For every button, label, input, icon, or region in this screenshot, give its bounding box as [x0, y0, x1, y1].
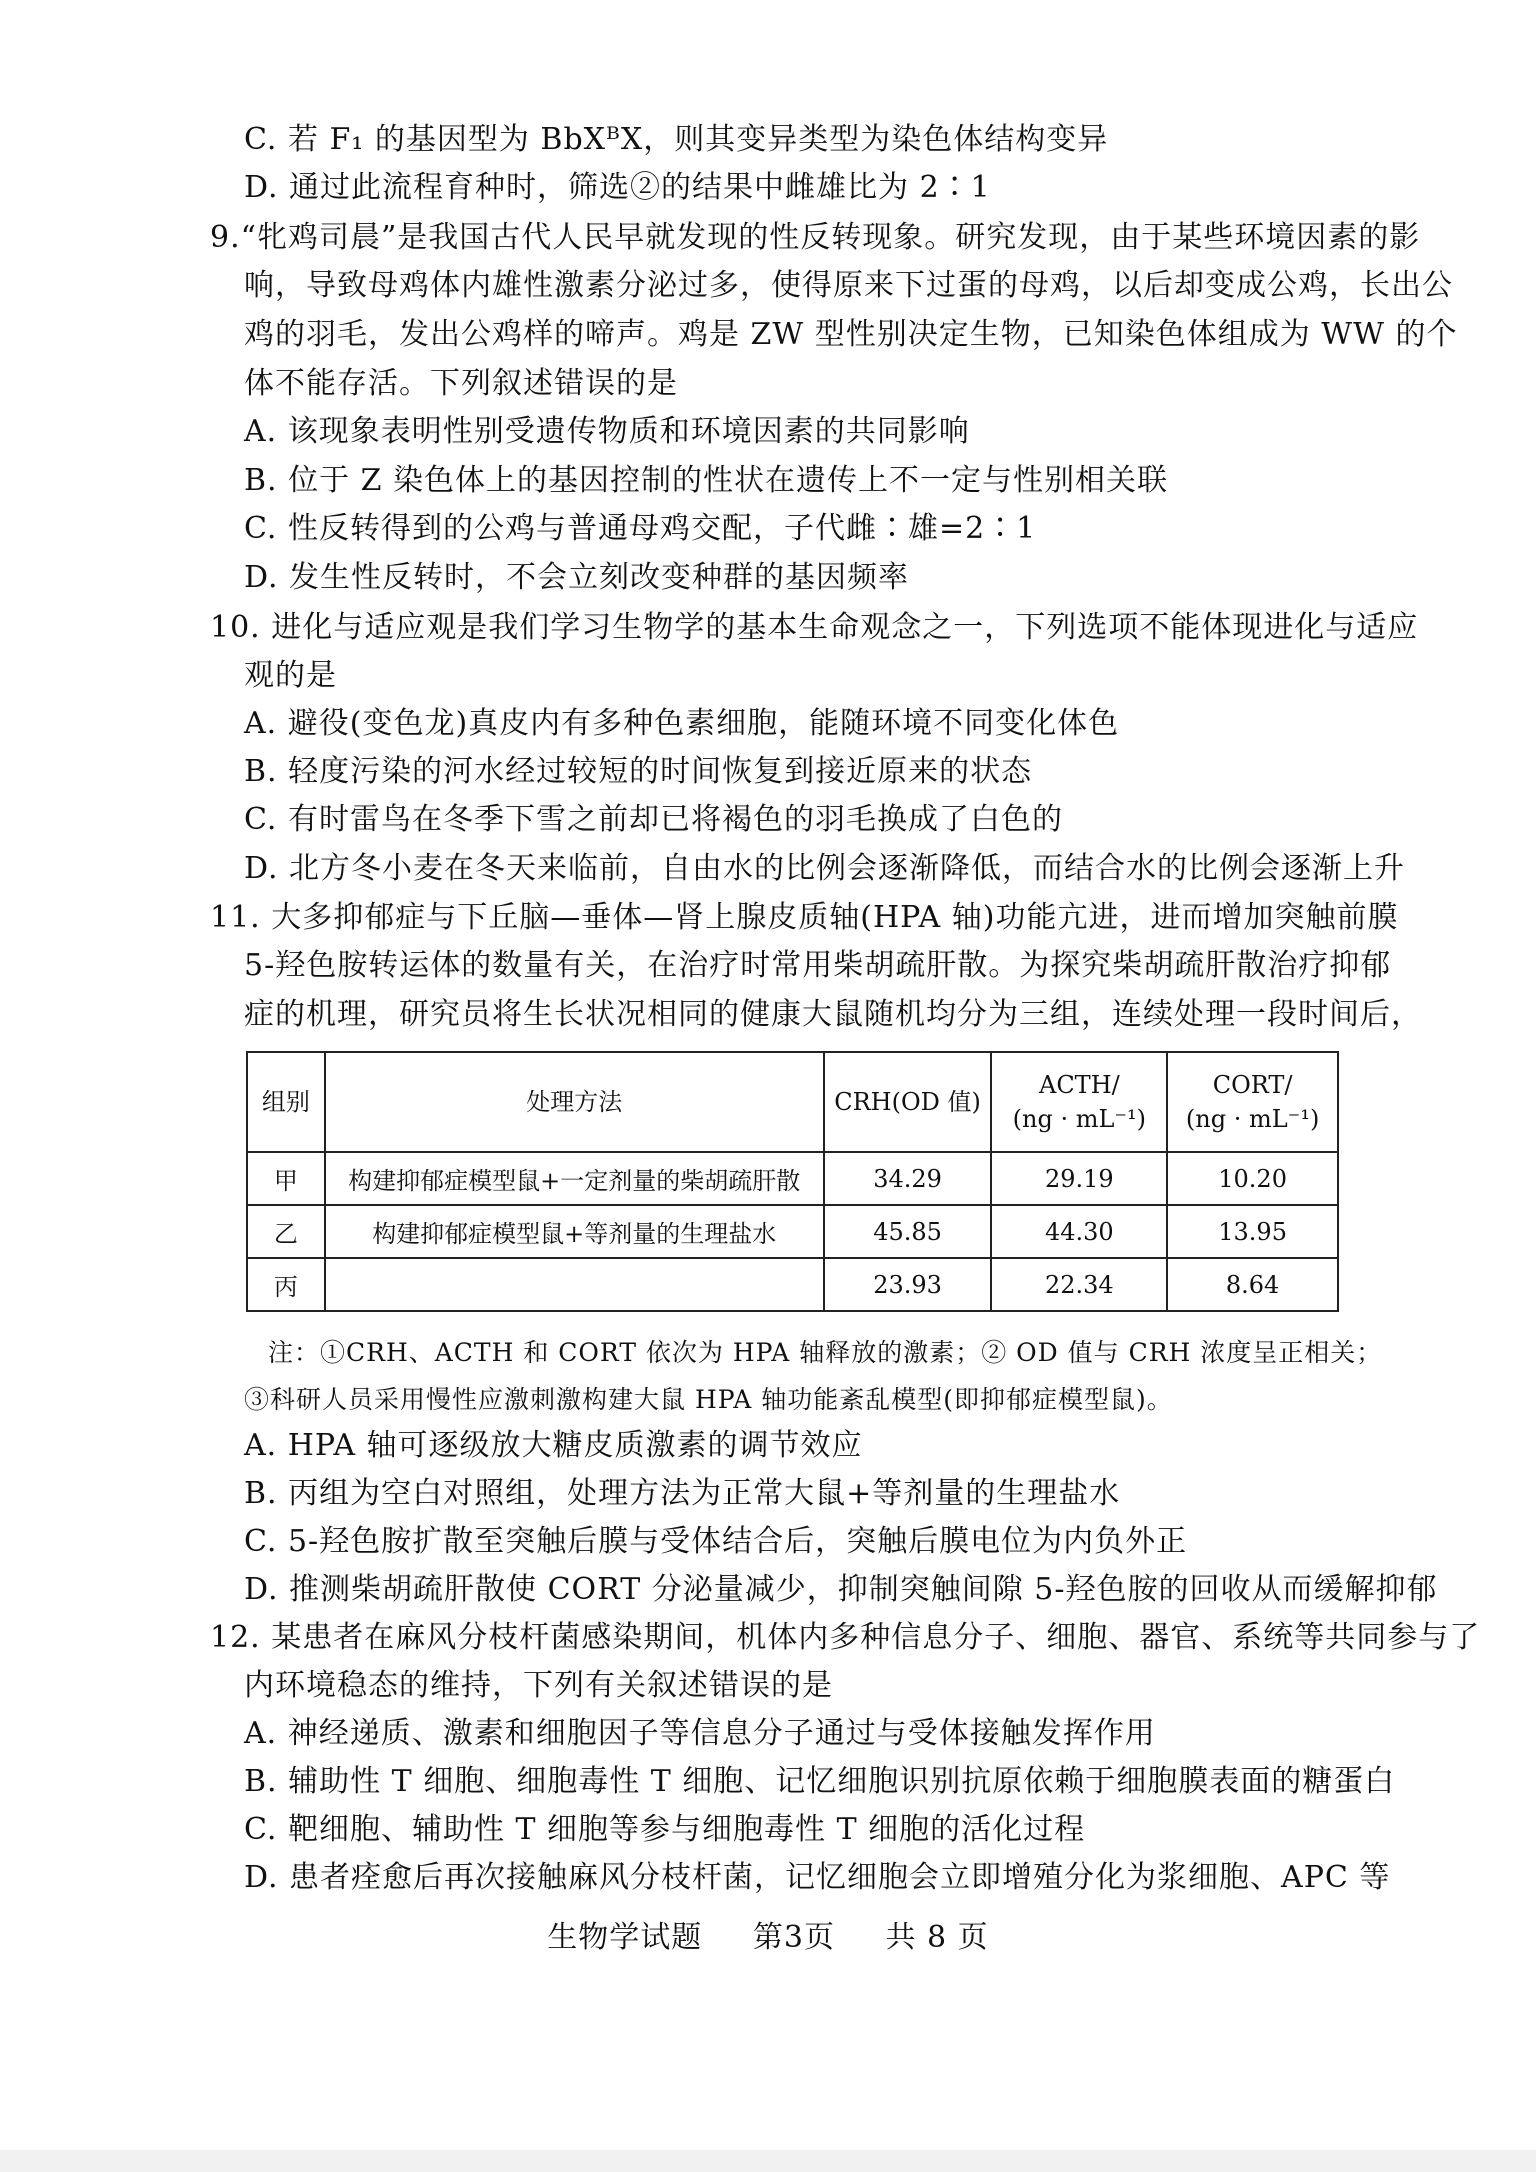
- q9-stem-3: 鸡的羽毛，发出公鸡样的啼声。鸡是 ZW 型性别决定生物，已知染色体组成为 WW 的个: [244, 317, 1458, 352]
- table-row: [247, 1258, 1338, 1311]
- table-cell: 构建抑郁症模型鼠+一定剂量的柴胡疏肝散: [325, 1152, 824, 1205]
- footer-subject: 生物学试题: [547, 1920, 703, 1955]
- table-note-1: 注：①CRH、ACTH 和 CORT 依次为 HPA 轴释放的激素；② OD 值与 CRH 浓度呈正相关；: [268, 1338, 1383, 1367]
- q9-option-b: B. 位于 Z 染色体上的基因控制的性状在遗传上不一定与性别相关联: [244, 463, 1169, 498]
- table-cell: 乙: [247, 1205, 325, 1258]
- q11-stem-1: 11. 大多抑郁症与下丘脑—垂体—肾上腺皮质轴(HPA 轴)功能亢进，进而增加突触前膜: [210, 900, 1399, 935]
- q12-stem-1: 12. 某患者在麻风分枝杆菌感染期间，机体内多种信息分子、细胞、器官、系统等共同参与了: [210, 1620, 1481, 1655]
- table-cell: 45.85: [824, 1205, 992, 1258]
- q8-option-c: C. 若 F₁ 的基因型为 BbXᴮX，则其变异类型为染色体结构变异: [244, 122, 1109, 157]
- q9-option-a: A. 该现象表明性别受遗传物质和环境因素的共同影响: [244, 414, 970, 449]
- table-cell: [325, 1258, 824, 1311]
- table-cell: 构建抑郁症模型鼠+等剂量的生理盐水: [325, 1205, 824, 1258]
- header-group: 组别: [247, 1052, 325, 1152]
- q11-stem-3: 症的机理，研究员将生长状况相同的健康大鼠随机均分为三组，连续处理一段时间后，: [244, 997, 1422, 1032]
- table-note-2: ③科研人员采用慢性应激刺激构建大鼠 HPA 轴功能紊乱模型(即抑郁症模型鼠)。: [244, 1385, 1173, 1414]
- q11-option-b: B. 丙组为空白对照组，处理方法为正常大鼠+等剂量的生理盐水: [244, 1476, 1121, 1511]
- header-acth-name: ACTH/: [1038, 1071, 1120, 1099]
- q11-option-d: D. 推测柴胡疏肝散使 CORT 分泌量减少，抑制突触间隙 5-羟色胺的回收从而缓解抑郁: [244, 1572, 1438, 1607]
- table-header-row: [247, 1052, 1338, 1152]
- header-cort-name: CORT/: [1212, 1071, 1293, 1099]
- footer-total-pages: 共 8 页: [885, 1920, 989, 1955]
- table-row: [247, 1205, 1338, 1258]
- page-footer: [0, 1918, 1536, 1958]
- footer-page-number: 第3页: [752, 1920, 835, 1955]
- q8-option-d: D. 通过此流程育种时，筛选②的结果中雌雄比为 2∶1: [244, 170, 991, 205]
- table-cell: 44.30: [991, 1205, 1167, 1258]
- q12-stem-2: 内环境稳态的维持，下列有关叙述错误的是: [244, 1668, 833, 1703]
- q10-option-c: C. 有时雷鸟在冬季下雪之前却已将褐色的羽毛换成了白色的: [244, 802, 1063, 837]
- table-row: [247, 1152, 1338, 1205]
- q10-stem-2: 观的是: [244, 658, 337, 693]
- header-cort: [1167, 1052, 1338, 1152]
- q9-stem-1: 9.“牝鸡司晨”是我国古代人民早就发现的性反转现象。研究发现，由于某些环境因素的影: [210, 220, 1421, 255]
- header-treatment: 处理方法: [325, 1052, 824, 1152]
- q9-stem-2: 响，导致母鸡体内雄性激素分泌过多，使得原来下过蛋的母鸡，以后却变成公鸡，长出公: [244, 268, 1453, 303]
- table-cell: 13.95: [1167, 1205, 1338, 1258]
- q11-stem-2: 5-羟色胺转运体的数量有关，在治疗时常用柴胡疏肝散。为探究柴胡疏肝散治疗抑郁: [244, 948, 1392, 983]
- q10-option-a: A. 避役(变色龙)真皮内有多种色素细胞，能随环境不同变化体色: [244, 706, 1120, 741]
- table-cell: 10.20: [1167, 1152, 1338, 1205]
- header-acth: [991, 1052, 1167, 1152]
- table-cell: 22.34: [991, 1258, 1167, 1311]
- table-cell: 34.29: [824, 1152, 992, 1205]
- scan-bottom-edge: [0, 2150, 1536, 2172]
- q12-option-b: B. 辅助性 T 细胞、细胞毒性 T 细胞、记忆细胞识别抗原依赖于细胞膜表面的糖蛋白: [244, 1764, 1396, 1799]
- q12-option-a: A. 神经递质、激素和细胞因子等信息分子通过与受体接触发挥作用: [244, 1716, 1156, 1751]
- q10-option-b: B. 轻度污染的河水经过较短的时间恢复到接近原来的状态: [244, 754, 1033, 789]
- q11-option-c: C. 5-羟色胺扩散至突触后膜与受体结合后，突触后膜电位为内负外正: [244, 1524, 1188, 1559]
- table-cell: 丙: [247, 1258, 325, 1311]
- q9-option-c: C. 性反转得到的公鸡与普通母鸡交配，子代雌∶雄=2∶1: [244, 511, 1037, 546]
- q9-option-d: D. 发生性反转时，不会立刻改变种群的基因频率: [244, 560, 910, 595]
- q9-stem-4: 体不能存活。下列叙述错误的是: [244, 366, 678, 401]
- q11-option-a: A. HPA 轴可逐级放大糖皮质激素的调节效应: [244, 1428, 863, 1463]
- experiment-table: [246, 1051, 1339, 1312]
- q12-option-d: D. 患者痊愈后再次接触麻风分枝杆菌，记忆细胞会立即增殖分化为浆细胞、APC 等: [244, 1860, 1391, 1895]
- header-cort-unit: (ng · mL⁻¹): [1185, 1105, 1320, 1133]
- header-acth-unit: (ng · mL⁻¹): [1012, 1105, 1147, 1133]
- table-cell: 29.19: [991, 1152, 1167, 1205]
- q10-stem-1: 10. 进化与适应观是我们学习生物学的基本生命观念之一，下列选项不能体现进化与适应: [210, 610, 1419, 645]
- table-cell: 8.64: [1167, 1258, 1338, 1311]
- header-crh: CRH(OD 值): [824, 1052, 992, 1152]
- q12-option-c: C. 靶细胞、辅助性 T 细胞等参与细胞毒性 T 细胞的活化过程: [244, 1812, 1086, 1847]
- q10-option-d: D. 北方冬小麦在冬天来临前，自由水的比例会逐渐降低，而结合水的比例会逐渐上升: [244, 851, 1406, 886]
- table-cell: 23.93: [824, 1258, 992, 1311]
- table-cell: 甲: [247, 1152, 325, 1205]
